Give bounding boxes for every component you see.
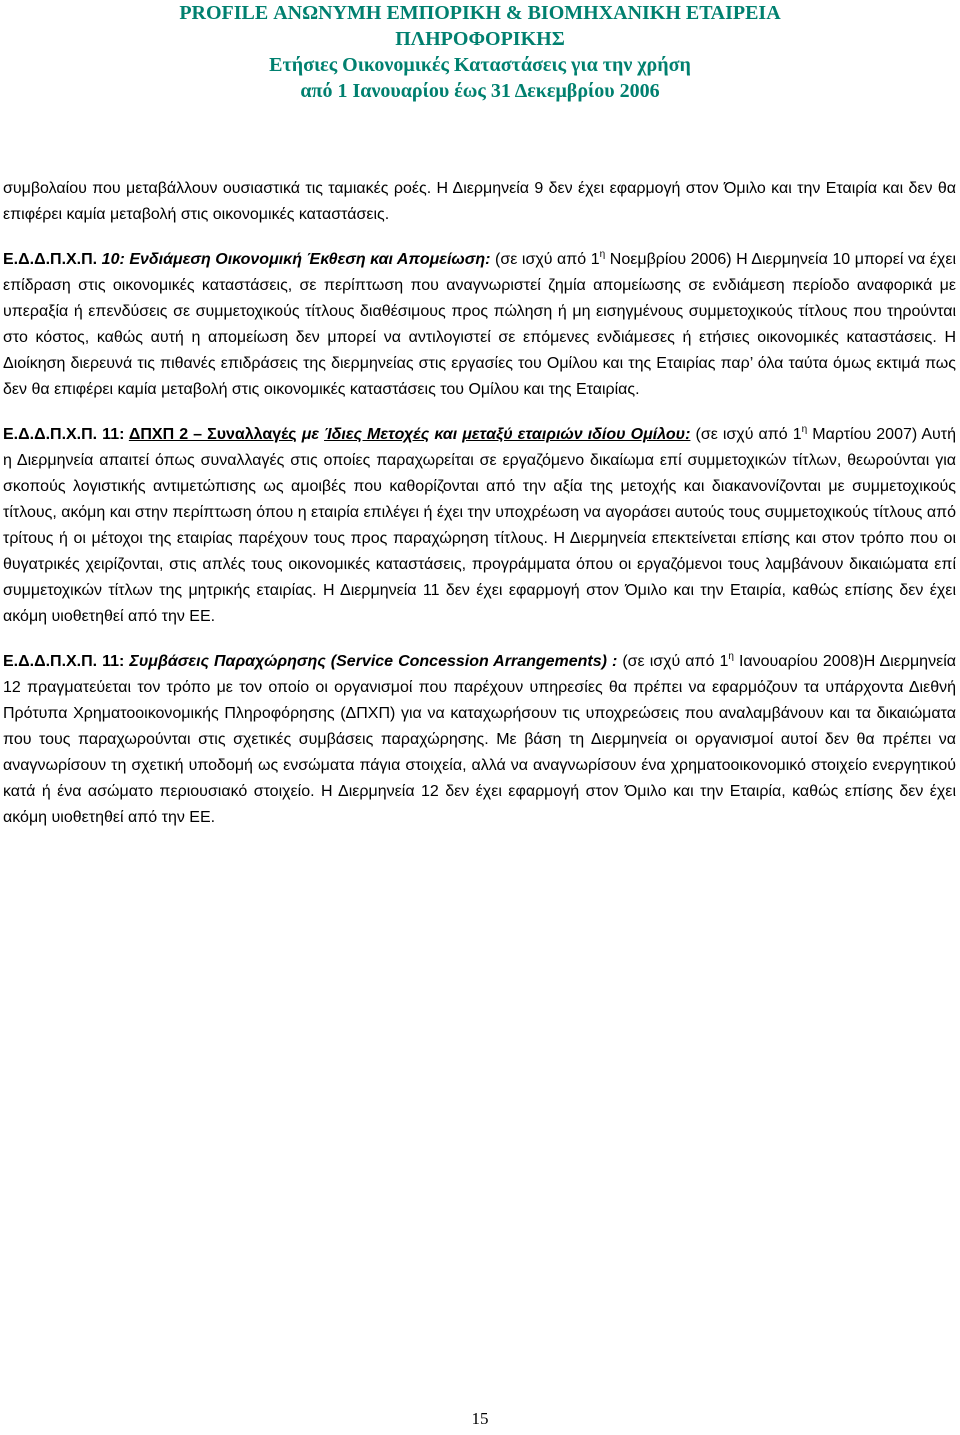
superscript: η: [728, 651, 734, 662]
paragraph-text: Μαρτίου 2007) Αυτή η Διερμηνεία απαιτεί όπως συναλλαγές στις οποίες παραχωρείται σε εργαζόμενο δικαίωμα επί συμμετοχικών τίτλων, θεωρούνται για σκοπούς λογιστικής αντιμετώπισης ως αμοιβές που καθορίζονται από την αξία της μετοχής και διακανονίζονται με συμμετοχικούς τίτλους, ακόμη και στην περίπτωση όπου η εταιρία επιλέγει ή έχει την υποχρέωση να αγοράσει αυτούς τους συμμετοχικούς τίτλους από τρίτους ή οι μέτοχοι της εταιρίας παρέχουν τους προς παραχώρηση τίτλους. Η Διερμηνεία επεκτείνεται επίσης και στον τρόπο που οι θυγατρικές χειρίζονται, στις απλές τους οικονομικές καταστάσεις, προγράμματα όπου οι εργαζόμενοι τους λαμβάνουν δικαιώματα επί συμμετοχικών τίτλων της μητρικής εταιρίας. Η Διερμηνεία 11 δεν έχει εφαρμογή στον Όμιλο και την Εταιρία, καθώς επίσης δεν έχει ακόμη υιοθετηθεί από την ΕΕ.: [3, 426, 957, 625]
interpretation-title-part: ΔΠΧΠ 2 – Συναλλαγές: [128, 426, 297, 443]
interpretation-number: 11:: [97, 653, 130, 670]
superscript: η: [599, 249, 606, 260]
interpretation-title-part: με: [296, 426, 325, 443]
interpretation-title: Συμβάσεις Παραχώρησης (Service Concession Arrangements) :: [129, 653, 618, 670]
paragraph-text: Ιανουαρίου 2008)Η Διερμηνεία 12 πραγματεύεται τον τρόπο με τον οποίο οι οργανισμοί που παρέχουν υπηρεσίες θα πρέπει να εφαρμόζουν τα υπάρχοντα Διεθνή Πρότυπα Χρηματοοικονομικής Πληροφόρησης (ΔΠΧΠ) για να καταχωρήσουν τις υποχρεώσεις που αναλαμβάνουν και τα δικαιώματα που τους παραχωρούνται στις σχετικές συμβάσεις παραχώρησης. Με βάση τη Διερμηνεία οι οργανισμοί αυτοί δεν θα πρέπει να αναγνωρίσουν τη σχετική υποδομή ως ενσώματα πάγια στοιχεία, αλλά να αναγνωρίσουν ένα χρηματοοικονομικό στοιχείο ενεργητικού κατά ή ένα ασώματο περιουσιακό στοιχείο. Η Διερμηνεία 12 δεν έχει εφαρμογή στον Όμιλο και την Εταιρία, καθώς επίσης δεν έχει ακόμη υιοθετηθεί από την ΕΕ.: [3, 653, 957, 826]
paragraph-text: (σε ισχύ από 1: [490, 251, 600, 268]
paragraph-text: (σε ισχύ από 1: [617, 653, 729, 670]
document-body: [3, 176, 956, 850]
paragraph-text: Νοεμβρίου 2006) Η Διερμηνεία 10 μπορεί να έχει επίδραση στις οικονομικές καταστάσεις, σε περίπτωση που αναγνωριστεί ζημία απομείωσης σε ενδιάμεση περίοδο αναφορικά με υπεραξία ή επενδύσεις σε συμμετοχικούς τίτλους διαθέσιμους προς πώληση ή μη εισηγμένους συμμετοχικούς τίτλους που τηρούνται στο κόστος, καθώς αυτή η απομείωση δεν μπορεί να αντιλογιστεί σε επόμενες ενδιάμεσες ή ετήσιες οικονομικές καταστάσεις. Η Διοίκηση διερευνά τις πιθανές επιδράσεις της διερμηνείας στις εργασίες του Ομίλου και της Εταιρίας παρ’ όλα ταύτα όμως εκτιμά πως δεν θα επιφέρει καμία μεταβολή στις οικονομικές καταστάσεις του Ομίλου και της Εταιρίας.: [3, 251, 957, 398]
paragraph-text: συμβολαίου που μεταβάλλουν ουσιαστικά τις ταμιακές ροές. Η Διερμηνεία 9 δεν έχει εφαρμογή στον Όμιλο και την Εταιρία και δεν θα επιφέρει καμία μεταβολή στις οικονομικές καταστάσεις.: [3, 180, 956, 223]
interpretation-title-part: και: [429, 426, 463, 443]
paragraph-ifric9-continuation: [3, 176, 956, 228]
interpretation-code: Ε.Δ.Δ.Π.Χ.Π.: [3, 251, 98, 268]
interpretation-title-part: Ίδιες Μετοχές: [324, 426, 430, 443]
page-header: [0, 0, 960, 104]
interpretation-title: 10: Ενδιάμεση Οικονομική Έκθεση και Απομείωση:: [97, 251, 491, 268]
superscript: η: [801, 424, 808, 435]
interpretation-code: Ε.Δ.Δ.Π.Χ.Π.: [3, 426, 98, 443]
interpretation-title-part: μεταξύ εταιριών ιδίου Ομίλου:: [462, 426, 691, 443]
interpretation-code: Ε.Δ.Δ.Π.Χ.Π.: [3, 653, 98, 670]
header-company-name: PROFILE ΑΝΩΝΥΜΗ ΕΜΠΟΡΙΚΗ & ΒΙΟΜΗΧΑΝΙΚΗ ΕΤΑΙΡΕΙΑ: [179, 2, 781, 24]
paragraph-ifric11: [3, 422, 956, 630]
paragraph-ifric12: [3, 649, 956, 831]
header-company-name-cont: ΠΛΗΡΟΦΟΡΙΚΗΣ: [395, 28, 565, 50]
paragraph-text: (σε ισχύ από 1: [690, 426, 802, 443]
header-report-period: από 1 Ιανουαρίου έως 31 Δεκεμβρίου 2006: [300, 80, 660, 102]
paragraph-ifric10: [3, 247, 956, 403]
page-number: 15: [471, 1409, 489, 1428]
header-report-title: Ετήσιες Οικονομικές Καταστάσεις για την χρήση: [269, 54, 691, 76]
interpretation-number: 11:: [97, 426, 129, 443]
